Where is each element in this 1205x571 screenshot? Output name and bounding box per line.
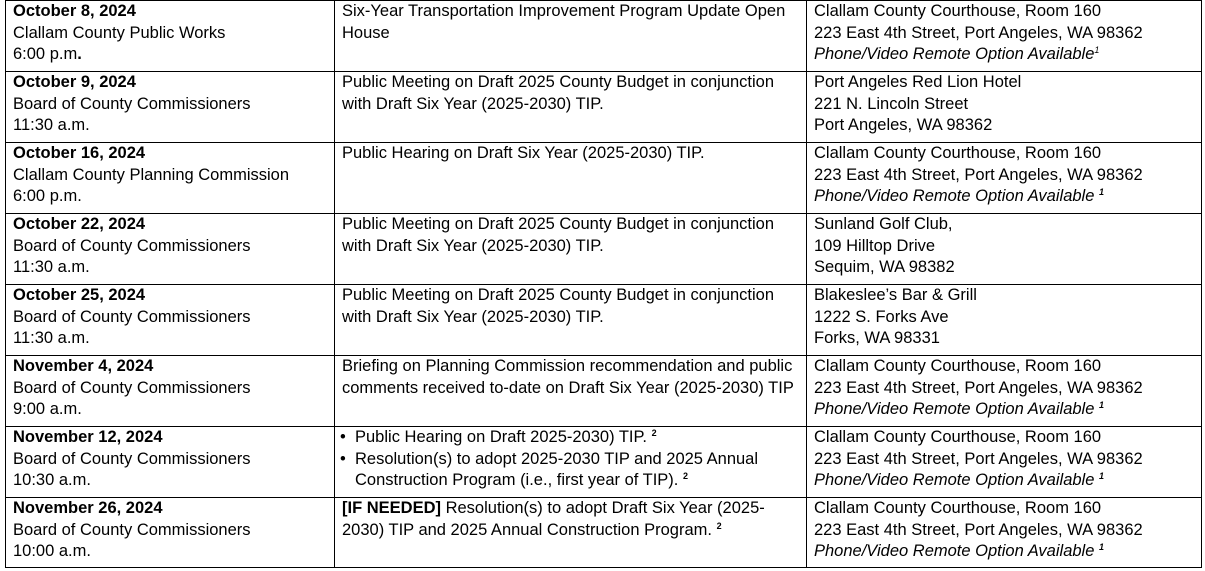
footnote-ref: 2	[682, 471, 688, 481]
bullet-glyph: •	[340, 449, 346, 468]
meeting-when-cell	[6, 1, 335, 72]
footnote-ref: 2	[651, 428, 657, 438]
remote-option-text: Phone/Video Remote Option Available	[814, 400, 1095, 418]
meeting-description: Public Hearing on Draft Six Year (2025-2030) TIP.	[342, 144, 705, 162]
meeting-time: 6:00 p.m.	[13, 187, 82, 205]
remote-option-text: Phone/Video Remote Option Available	[814, 45, 1095, 63]
table-row	[6, 285, 1202, 356]
table-row	[6, 498, 1202, 568]
meeting-time	[13, 44, 328, 66]
agenda-bullet-text: Resolution(s) to adopt 2025-2030 TIP and 2025 Annual Construction Program (i.e., first year of TIP).	[355, 449, 759, 489]
location-line-2: 109 Hilltop Drive	[814, 236, 936, 255]
location-line-2: 223 East 4th Street, Port Angeles, WA 98362	[814, 165, 1143, 184]
location-line-2: 223 East 4th Street, Port Angeles, WA 98362	[814, 449, 1143, 468]
location-line-1: Clallam County Courthouse, Room 160	[814, 2, 1102, 20]
meeting-when-cell	[6, 285, 335, 356]
meeting-date: October 16, 2024	[13, 144, 146, 162]
footnote-ref: 2	[716, 520, 722, 531]
meeting-time: 11:30 a.m.	[13, 116, 90, 134]
meeting-location-cell	[807, 427, 1202, 498]
remote-option-text: Phone/Video Remote Option Available	[814, 187, 1095, 205]
if-needed-flag: [IF NEEDED]	[342, 499, 441, 517]
meeting-time-text: 6:00 p.m	[13, 45, 78, 63]
meeting-time-period: .	[77, 45, 82, 63]
meeting-location-cell	[807, 285, 1202, 356]
table-row	[6, 143, 1202, 214]
meeting-body: Board of County Commissioners	[13, 236, 251, 255]
meeting-time: 11:30 a.m.	[13, 258, 90, 276]
footnote-ref: 1	[1098, 187, 1104, 197]
meeting-time: 9:00 a.m.	[13, 400, 82, 418]
table-row	[6, 214, 1202, 285]
location-line-1: Clallam County Courthouse, Room 160	[814, 357, 1102, 375]
agenda-bullet-item	[340, 449, 800, 492]
table-row	[6, 356, 1202, 427]
meeting-location-cell	[807, 72, 1202, 143]
meeting-date: October 8, 2024	[13, 2, 136, 20]
remote-option-note	[814, 470, 1195, 492]
remote-option-text: Phone/Video Remote Option Available	[814, 471, 1095, 489]
meeting-description: Public Meeting on Draft 2025 County Budget in conjunction with Draft Six Year (2025-2030) TIP.	[342, 215, 775, 255]
location-line-2: 221 N. Lincoln Street	[814, 94, 969, 113]
location-line-1: Blakeslee’s Bar & Grill	[814, 286, 977, 304]
agenda-bullet-text: Public Hearing on Draft 2025-2030) TIP.	[355, 428, 647, 446]
meeting-body: Board of County Commissioners	[13, 94, 251, 113]
location-line-2: 223 East 4th Street, Port Angeles, WA 98362	[814, 23, 1143, 42]
footnote-ref: 1	[1098, 542, 1104, 552]
meeting-location-cell	[807, 143, 1202, 214]
meeting-date: October 22, 2024	[13, 215, 146, 233]
meeting-schedule-table	[5, 0, 1202, 568]
meeting-when-cell	[6, 214, 335, 285]
meeting-description-cell	[335, 143, 807, 214]
meeting-location-cell	[807, 1, 1202, 72]
location-line-2: 1222 S. Forks Ave	[814, 307, 949, 326]
location-line-3: Port Angeles, WA 98362	[814, 116, 993, 134]
remote-option-note	[814, 541, 1195, 563]
location-line-3: Sequim, WA 98382	[814, 258, 955, 276]
meeting-when-cell	[6, 427, 335, 498]
meeting-description-cell	[335, 356, 807, 427]
meeting-date: November 4, 2024	[13, 357, 154, 375]
meeting-description	[342, 498, 800, 541]
meeting-when-cell	[6, 356, 335, 427]
bullet-glyph: •	[340, 428, 346, 446]
remote-option-text: Phone/Video Remote Option Available	[814, 542, 1095, 560]
meeting-body: Clallam County Public Works	[13, 23, 226, 42]
agenda-bullet-item	[340, 427, 800, 449]
location-line-2: 223 East 4th Street, Port Angeles, WA 98362	[814, 378, 1143, 397]
table-row	[6, 427, 1202, 498]
meeting-description-cell	[335, 1, 807, 72]
meeting-description-cell	[335, 72, 807, 143]
meeting-date: November 26, 2024	[13, 499, 163, 517]
meeting-when-cell	[6, 72, 335, 143]
meeting-time: 11:30 a.m.	[13, 329, 90, 347]
meeting-when-cell	[6, 498, 335, 568]
meeting-body: Board of County Commissioners	[13, 378, 251, 397]
footnote-ref: 1	[1098, 471, 1104, 481]
location-line-1: Sunland Golf Club,	[814, 215, 953, 233]
meeting-description-text: Resolution(s) to adopt Draft Six Year (2025-2030) TIP and 2025 Annual Construction Program.	[342, 499, 765, 539]
meeting-body: Clallam County Planning Commission	[13, 165, 290, 184]
remote-option-note	[814, 44, 1195, 66]
meeting-location-cell	[807, 498, 1202, 568]
meeting-date: November 12, 2024	[13, 428, 163, 446]
table-row	[6, 1, 1202, 72]
location-line-2: 223 East 4th Street, Port Angeles, WA 98362	[814, 520, 1143, 539]
meeting-time: 10:30 a.m.	[13, 471, 91, 489]
meeting-location-cell	[807, 356, 1202, 427]
meeting-body: Board of County Commissioners	[13, 307, 251, 326]
location-line-3: Forks, WA 98331	[814, 329, 940, 347]
meeting-description-cell	[335, 498, 807, 568]
meeting-time: 10:00 a.m.	[13, 542, 91, 560]
meeting-description: Public Meeting on Draft 2025 County Budget in conjunction with Draft Six Year (2025-2030) TIP.	[342, 73, 775, 113]
meeting-date: October 25, 2024	[13, 286, 146, 304]
footnote-ref: 1	[1094, 45, 1100, 55]
meeting-date: October 9, 2024	[13, 73, 136, 91]
remote-option-note	[814, 186, 1195, 208]
meeting-body: Board of County Commissioners	[13, 449, 251, 468]
meeting-body: Board of County Commissioners	[13, 520, 251, 539]
meeting-when-cell	[6, 143, 335, 214]
location-line-1: Clallam County Courthouse, Room 160	[814, 428, 1102, 446]
footnote-ref: 1	[1098, 400, 1104, 410]
location-line-1: Clallam County Courthouse, Room 160	[814, 499, 1102, 517]
remote-option-note	[814, 399, 1195, 421]
meeting-description: Six-Year Transportation Improvement Program Update Open House	[342, 2, 786, 42]
meeting-location-cell	[807, 214, 1202, 285]
location-line-1: Clallam County Courthouse, Room 160	[814, 144, 1102, 162]
meeting-description: Briefing on Planning Commission recommendation and public comments received to-date on Draft Six Year (2025-2030) TIP	[342, 357, 794, 397]
table-row	[6, 72, 1202, 143]
location-line-1: Port Angeles Red Lion Hotel	[814, 73, 1022, 91]
meeting-description-cell	[335, 427, 807, 498]
meeting-description: Public Meeting on Draft 2025 County Budget in conjunction with Draft Six Year (2025-2030) TIP.	[342, 286, 775, 326]
meeting-description-cell	[335, 285, 807, 356]
meeting-description-cell	[335, 214, 807, 285]
